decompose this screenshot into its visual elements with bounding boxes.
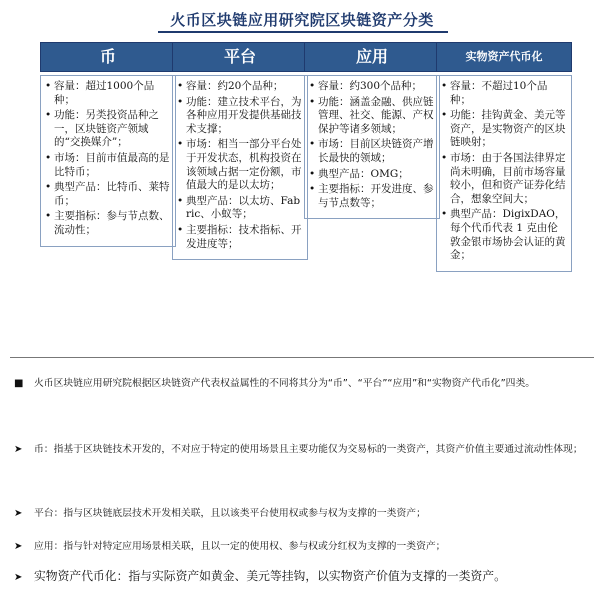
list-item: • 典型产品：OMG；: [309, 167, 409, 180]
bullet-icon: •: [45, 109, 52, 122]
column-platform: [172, 42, 308, 260]
bullet-icon: •: [309, 95, 316, 108]
bullet-icon: •: [177, 138, 184, 151]
list-item: • 市场：相当一部分平台处于开发状态，机构投资在该领域占据一定份额，市值最大的是以太坊；: [177, 138, 302, 192]
column-body: [40, 75, 176, 247]
paragraph-asset-tokenization: ➤ 实物资产代币化：指与实际资产如黄金、美元等挂钩，以实物资产价值为支撑的一类资产。: [14, 566, 584, 588]
list-item: • 功能：建立技术平台，为各种应用开发提供基础技术支撑；: [177, 95, 302, 135]
list-item: • 市场：目前区块链资产增长最快的领域；: [309, 138, 434, 164]
column-body: [436, 75, 572, 272]
list-item: • 典型产品：以太坊、Fabric、小蚁等；: [177, 194, 301, 221]
paragraph-intro: ■ 火币区块链应用研究院根据区块链资产代表权益属性的不同将其分为“币”、“平台”“应用”和“实物资产代币化”四类。: [14, 374, 584, 394]
column-coin: [40, 42, 176, 247]
list-item: • 容量：约300个品种；: [309, 80, 423, 92]
arrow-bullet-icon: ➤: [14, 444, 23, 455]
list-item: • 市场：由于各国法律界定尚未明确，目前市场容量较小，但和资产证券化结合，想象空间大；: [441, 151, 566, 205]
bullet-icon: •: [45, 181, 52, 194]
list-item: • 容量：超过1000个品种；: [45, 80, 155, 106]
title-underline: [158, 31, 448, 33]
square-bullet-icon: ■: [14, 378, 24, 389]
bullet-icon: •: [441, 151, 448, 164]
column-header: 币: [40, 42, 176, 72]
list-item: • 容量：不超过10个品种；: [441, 80, 548, 106]
list-item: • 功能：挂钩黄金、美元等资产，是实物资产的区块链映射；: [441, 109, 566, 149]
section-divider: [10, 357, 594, 358]
column-body: [304, 75, 440, 219]
page-title: 火币区块链应用研究院区块链资产分类: [170, 11, 434, 29]
bullet-icon: •: [309, 183, 316, 196]
bullet-icon: •: [45, 80, 52, 92]
paragraph-coin: ➤ 币：指基于区块链技术开发的，不对应于特定的使用场景且主要功能仅为交易标的一类资产，其资产价值主要通过流动性体现；: [14, 440, 584, 460]
arrow-bullet-icon: ➤: [14, 508, 23, 519]
list-item: • 容量：约20个品种；: [177, 80, 284, 92]
bullet-icon: •: [45, 210, 52, 223]
bullet-icon: •: [441, 208, 448, 221]
bullet-icon: •: [441, 109, 448, 122]
paragraph-application: ➤ 应用：指与针对特定应用场景相关联，且以一定的使用权、参与权或分红权为支撑的一类资产；: [14, 537, 584, 557]
list-item: • 市场：目前市值最高的是比特币；: [45, 151, 170, 178]
column-body: [172, 75, 308, 260]
column-header: 实物资产代币化: [436, 42, 572, 72]
bullet-icon: •: [309, 138, 316, 151]
list-item: • 功能：另类投资品种之一，区块链资产领域的“交换媒介”；: [45, 109, 159, 149]
paragraph-platform: ➤ 平台：指与区块链底层技术开发相关联，且以该类平台使用权或参与权为支撑的一类资产；: [14, 504, 584, 524]
bullet-icon: •: [309, 167, 316, 180]
list-item: • 主要指标：开发进度、参与节点数等；: [309, 183, 434, 209]
column-header: 应用: [304, 42, 440, 72]
list-item: • 典型产品：DigixDAO，每个代币代表 1 克由伦敦金银市场协会认证的黄金；: [441, 208, 566, 262]
list-item: • 主要指标：技术指标、开发进度等；: [177, 223, 302, 250]
bullet-icon: •: [45, 151, 52, 164]
column-header: 平台: [172, 42, 308, 72]
bullet-icon: •: [177, 80, 184, 92]
bullet-icon: •: [177, 95, 184, 108]
arrow-bullet-icon: ➤: [14, 572, 23, 583]
list-item: • 主要指标：参与节点数、流动性；: [45, 210, 170, 236]
bullet-icon: •: [177, 194, 184, 207]
list-item: • 功能：涵盖金融、供应链管理、社交、能源、产权保护等诸多领域；: [309, 95, 434, 135]
list-item: • 典型产品：比特币、莱特币；: [45, 181, 170, 207]
column-asset-tokenization: [436, 42, 572, 272]
column-application: [304, 42, 440, 219]
bullet-icon: •: [177, 223, 184, 236]
bullet-icon: •: [441, 80, 448, 92]
arrow-bullet-icon: ➤: [14, 541, 23, 552]
bullet-icon: •: [309, 80, 316, 92]
